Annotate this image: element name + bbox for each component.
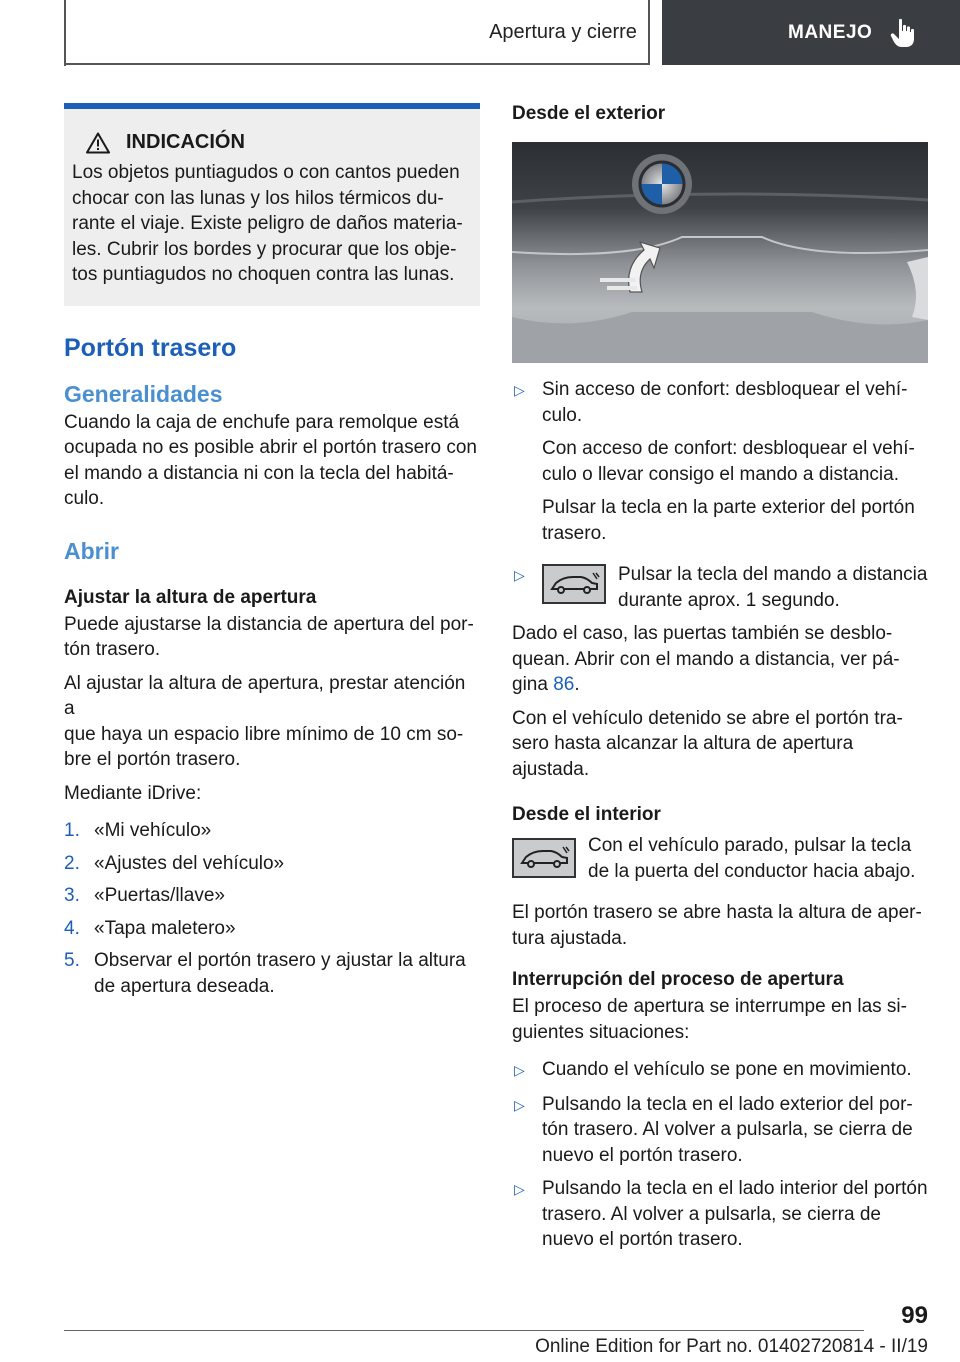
list-item: 1. «Mi vehículo» bbox=[64, 820, 212, 841]
header-left-rule bbox=[64, 0, 66, 66]
interior-key-row: Con el vehículo parado, pulsar la tecla de la puerta del conductor hacia abajo. bbox=[512, 836, 928, 884]
heading-interrupcion: Interrupción del proceso de apertura bbox=[512, 969, 844, 990]
heading-desde-interior: Desde el interior bbox=[512, 804, 661, 825]
chapter-label: MANEJO bbox=[788, 21, 873, 43]
general-paragraph: Cuando la caja de enchufe para remolque está ocupada no es posible abrir el portón trasero con el mando a distancia ni con la tecla del habitá- culo. bbox=[64, 411, 477, 509]
header-section-title: Apertura y cierre bbox=[478, 0, 650, 65]
list-item: ▷ Pulsando la tecla en el lado exterior del por- tón trasero. Al volver a pulsarla, se cierra de nuevo el portón trasero. bbox=[512, 1092, 928, 1169]
detenido-paragraph: Con el vehículo detenido se abre el portón tra- sero hasta alcanzar la altura de apertura ajustada. bbox=[512, 707, 903, 780]
list-item: 5. Observar el portón trasero y ajustar la altura de apertura deseada. bbox=[64, 950, 466, 997]
right-column bbox=[512, 103, 928, 1261]
exterior-bullets bbox=[512, 377, 928, 613]
warning-heading bbox=[86, 131, 470, 154]
hand-pointer-icon bbox=[890, 18, 916, 48]
bullet-triangle-icon: ▷ bbox=[514, 1062, 525, 1078]
interior-after-paragraph: El portón trasero se abre hasta la altura de aper- tura ajustada. bbox=[512, 902, 922, 949]
list-item: ▷ Pulsar la tecla del mando a distancia durante aprox. 1 segundo. bbox=[512, 562, 928, 613]
list-item: ▷ Pulsando la tecla en el lado interior del portón trasero. Al volver a pulsarla, se cierra de nuevo el portón trasero. bbox=[512, 1176, 928, 1253]
idrive-steps bbox=[64, 818, 480, 999]
header-chapter-tab[interactable] bbox=[662, 0, 960, 65]
list-item: 3. «Puertas/llave» bbox=[64, 885, 225, 906]
bullet-triangle-icon: ▷ bbox=[514, 1181, 525, 1197]
altura-paragraph-2: Al ajustar la altura de apertura, prestar atención a que haya un espacio libre mínimo de 10 cm so- bre el portón trasero. bbox=[64, 672, 466, 770]
heading-desde-exterior: Desde el exterior bbox=[512, 103, 666, 124]
interior-tailgate-key-icon bbox=[512, 838, 576, 878]
altura-paragraph-3: Mediante iDrive: bbox=[64, 782, 202, 804]
list-item: 2. «Ajustes del vehículo» bbox=[64, 852, 285, 874]
subheading-generalidades: Generalidades bbox=[64, 380, 223, 407]
warning-title: INDICACIÓN bbox=[126, 131, 245, 153]
subheading-abrir: Abrir bbox=[64, 537, 119, 564]
bullet-triangle-icon: ▷ bbox=[514, 1096, 525, 1113]
page-number: 99 bbox=[901, 1302, 928, 1329]
footer-rule bbox=[64, 1330, 864, 1331]
bullet-triangle-icon: ▷ bbox=[514, 567, 525, 583]
list-item: ▷ Cuando el vehículo se pone en movimiento. bbox=[512, 1057, 928, 1084]
warning-box bbox=[64, 103, 480, 306]
altura-paragraph-1: Puede ajustarse la distancia de apertura del por- tón trasero. bbox=[64, 613, 474, 660]
list-item: 4. «Tapa maletero» bbox=[64, 917, 236, 939]
interrupcion-intro: El proceso de apertura se interrumpe en las si- guientes situaciones: bbox=[512, 996, 907, 1043]
section-heading: Portón trasero bbox=[64, 333, 237, 362]
heading-ajustar-altura: Ajustar la altura de apertura bbox=[64, 586, 317, 608]
page-link[interactable]: 86 bbox=[553, 674, 575, 695]
interrupcion-bullets bbox=[512, 1057, 928, 1253]
tailgate-illustration bbox=[512, 142, 928, 363]
warning-triangle-icon bbox=[86, 132, 110, 154]
warning-text: Los objetos puntiagudos o con cantos pueden chocar con las lunas y los hilos térmicos du- rante el viaje. Existe peligro de daños materia- les. Cubrir los bordes y procurar que los obje- tos puntiagudos no choquen contra las lunas. bbox=[72, 162, 463, 285]
dado-paragraph: Dado el caso, las puertas también se desblo- quean. Abrir con el mando a distancia, ver pá- gina 86. bbox=[512, 623, 900, 695]
tailgate-key-icon bbox=[542, 564, 606, 604]
left-column bbox=[64, 103, 480, 1006]
footer-edition: Online Edition for Part no. 01402720814 - II/19 bbox=[535, 1336, 928, 1357]
tailgate-photo bbox=[512, 142, 928, 363]
bullet-triangle-icon: ▷ bbox=[514, 382, 525, 398]
list-item: ▷ Sin acceso de confort: desbloquear el vehí- culo. Con acceso de confort: desbloquear el vehí- culo o llevar consigo el mando a distancia. Pulsar la tecla en la parte exterior del portón trasero. bbox=[512, 377, 928, 554]
